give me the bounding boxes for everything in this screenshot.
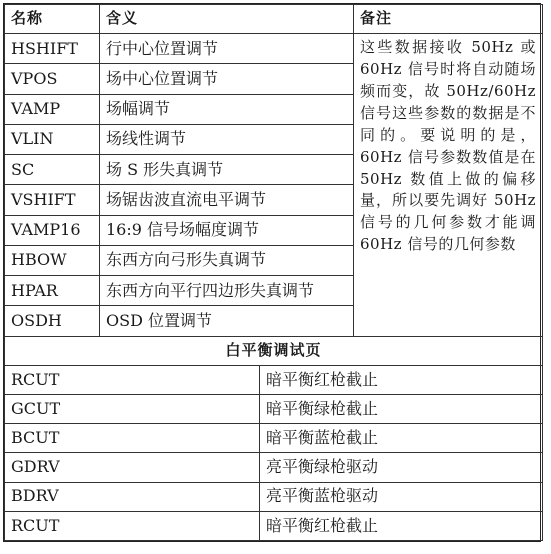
param-name: HPAR [5, 276, 100, 306]
wb-meaning: 亮平衡绿枪驱动 [260, 453, 543, 482]
param-name: VAMP16 [5, 215, 100, 245]
wb-meaning: 暗平衡绿枪截止 [260, 395, 543, 424]
param-name: HBOW [5, 245, 100, 275]
param-meaning: 场 S 形失真调节 [100, 155, 354, 185]
table-row [5, 424, 543, 453]
wb-meaning: 亮平衡蓝枪驱动 [260, 482, 543, 511]
table-row [5, 511, 543, 540]
param-name: HSHIFT [5, 34, 100, 64]
table-row [5, 395, 543, 424]
wb-name: BCUT [5, 424, 260, 453]
wb-meaning: 暗平衡红枪截止 [260, 365, 543, 394]
param-name: VLIN [5, 124, 100, 154]
param-meaning: 东西方向弓形失真调节 [100, 245, 354, 275]
wb-name: RCUT [5, 365, 260, 394]
wb-name: GCUT [5, 395, 260, 424]
wb-name: BDRV [5, 482, 260, 511]
parameter-table-sheet [3, 3, 541, 542]
wb-name: RCUT [5, 511, 260, 540]
param-name: VAMP [5, 94, 100, 124]
param-meaning: 16:9 信号场幅度调节 [100, 215, 354, 245]
wb-name: GDRV [5, 453, 260, 482]
param-meaning: 场线性调节 [100, 124, 354, 154]
header-name: 名称 [5, 5, 100, 34]
note-cell: 这些数据接收 50Hz 或 60Hz 信号时将自动随场频而变，故 50Hz/60Hz信号这些参数的数据是不同的。要说明的是，60Hz 信号参数数值是在 50Hz 数值上做的偏移量，所以要先调好 50Hz 信号的几何参数才能调 60Hz 信号的几何参数 [354, 34, 543, 337]
table-row [5, 34, 543, 64]
param-meaning: 行中心位置调节 [100, 34, 354, 64]
header-note: 备注 [354, 5, 543, 34]
param-meaning: 场锯齿波直流电平调节 [100, 185, 354, 215]
param-meaning: 场中心位置调节 [100, 64, 354, 94]
section-row [5, 336, 543, 365]
table-row [5, 365, 543, 394]
section-title: 白平衡调试页 [5, 336, 543, 365]
wb-meaning: 暗平衡蓝枪截止 [260, 424, 543, 453]
param-meaning: OSD 位置调节 [100, 306, 354, 336]
header-row [5, 5, 543, 34]
table-row [5, 453, 543, 482]
param-meaning: 东西方向平行四边形失真调节 [100, 276, 354, 306]
header-meaning: 含义 [100, 5, 354, 34]
parameter-table [4, 4, 543, 541]
param-name: OSDH [5, 306, 100, 336]
param-name: VPOS [5, 64, 100, 94]
table-row [5, 482, 543, 511]
param-name: SC [5, 155, 100, 185]
param-meaning: 场幅调节 [100, 94, 354, 124]
param-name: VSHIFT [5, 185, 100, 215]
wb-meaning: 暗平衡红枪截止 [260, 511, 543, 540]
